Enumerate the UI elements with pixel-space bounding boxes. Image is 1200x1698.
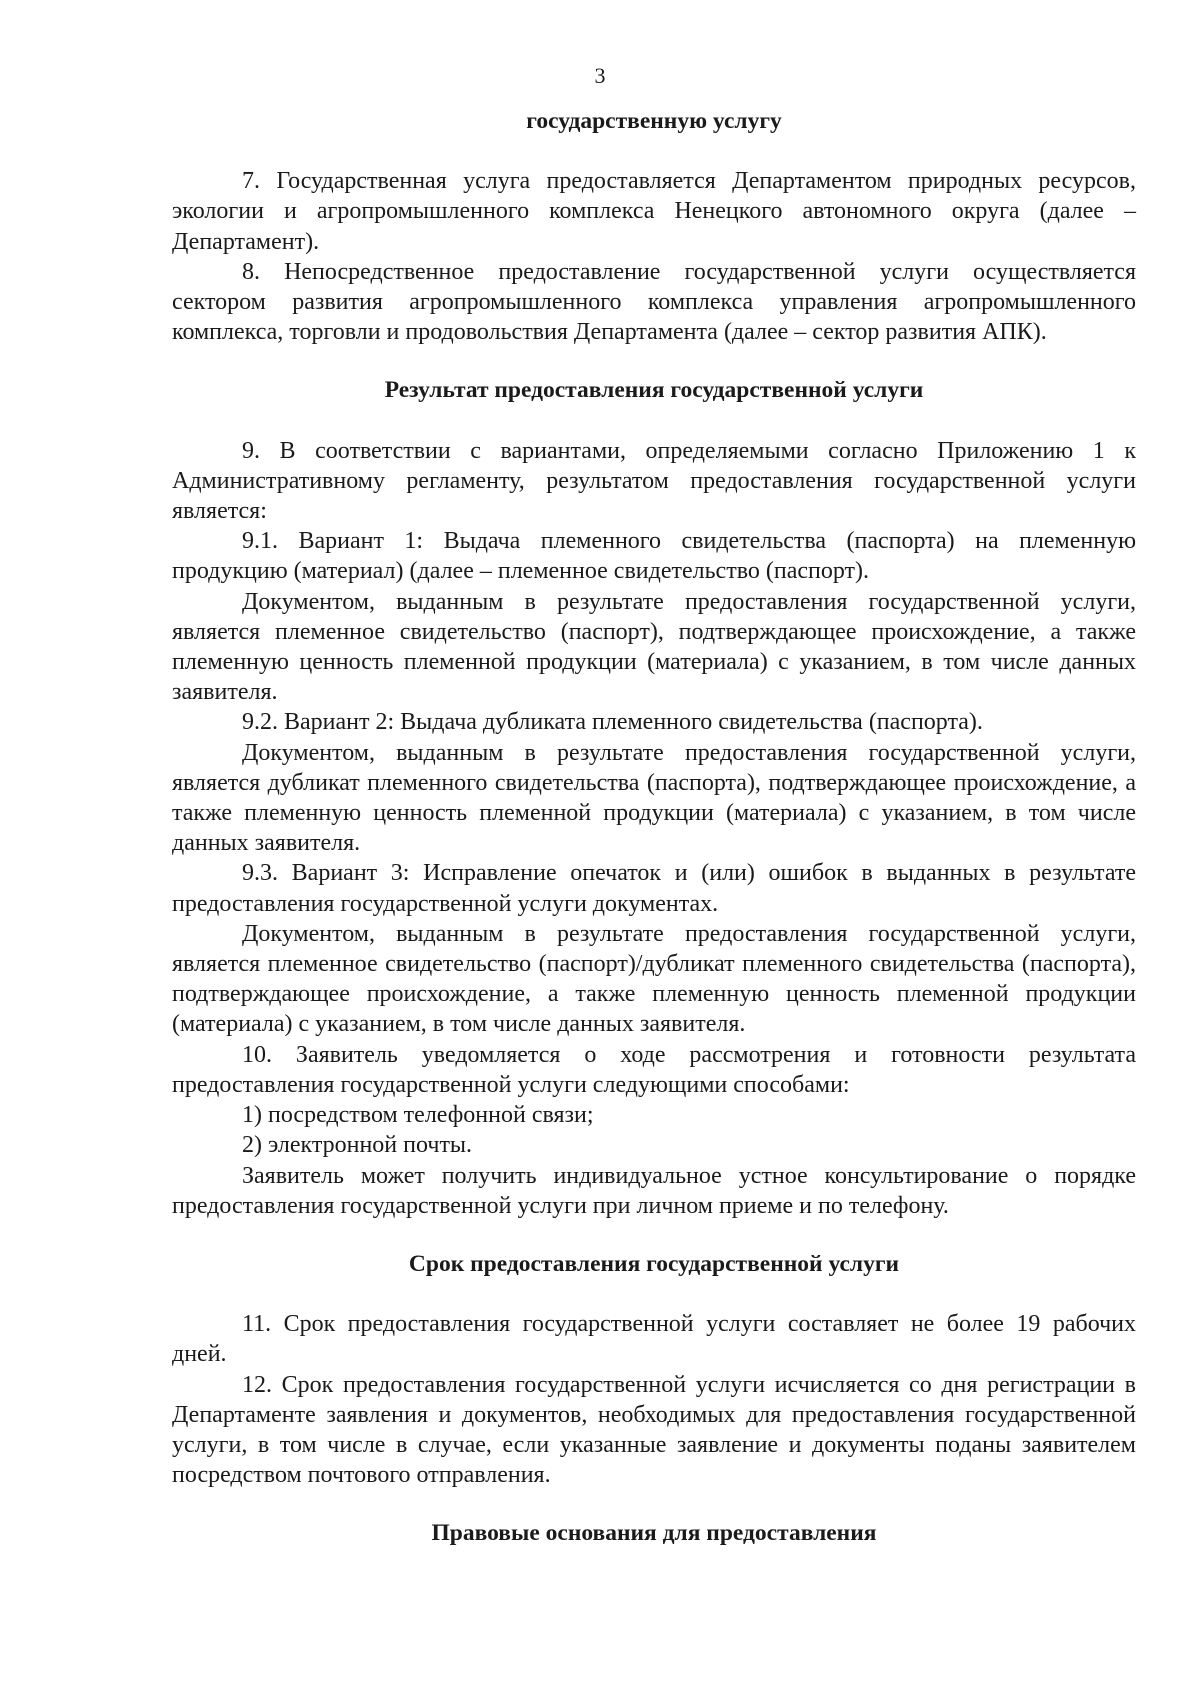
paragraph-9: 9. В соответствии с вариантами, определяемыми согласно Приложению 1 к Административному регламенту, результатом предоставления государственной услуги является: xyxy=(172,437,1136,525)
paragraph-9-1-document: Документом, выданным в результате предоставления государственной услуги, является племенное свидетельство (паспорт), подтверждающее происхождение, а также племенную ценность племенной продукции (материала) с указанием, в том числе данных заявителя. xyxy=(172,588,1136,706)
paragraph-9-2-document: Документом, выданным в результате предоставления государственной услуги, является дубликат племенного свидетельства (паспорта), подтверждающее происхождение, а также племенную ценность племенной продукции (материала) с указанием, в том числе данных заявителя. xyxy=(172,739,1136,857)
paragraph-9-2: 9.2. Вариант 2: Выдача дубликата племенного свидетельства (паспорта). xyxy=(242,709,983,736)
paragraph-9-3: 9.3. Вариант 3: Исправление опечаток и (или) ошибок в выданных в результате предоставления государственной услуги документах. xyxy=(172,860,1136,917)
section-heading-legal-basis: Правовые основания для предоставления xyxy=(431,1520,877,1547)
paragraph-9-1: 9.1. Вариант 1: Выдача племенного свидетельства (паспорта) на племенную продукцию (материал) (далее – племенное свидетельство (паспорт). xyxy=(172,528,1136,585)
paragraph-10-item-2: 2) электронной почты. xyxy=(242,1132,473,1159)
section-heading-result: Результат предоставления государственной услуги xyxy=(384,377,924,404)
paragraph-10: 10. Заявитель уведомляется о ходе рассмотрения и готовности результата предоставления государственной услуги следующими способами: xyxy=(172,1041,1136,1098)
paragraph-10-item-1: 1) посредством телефонной связи; xyxy=(242,1102,594,1129)
paragraph-7: 7. Государственная услуга предоставляется Департаментом природных ресурсов, экологии и агропромышленного комплекса Ненецкого автономного округа (далее – Департамент). xyxy=(172,168,1136,255)
paragraph-9-3-document: Документом, выданным в результате предоставления государственной услуги, является племенное свидетельство (паспорт)/дубликат племенного свидетельства (паспорта), подтверждающее происхождение, а также племенную ценность племенной продукции (материала) с указанием, в том числе данных заявителя. xyxy=(172,920,1136,1038)
paragraph-12: 12. Срок предоставления государственной услуги исчисляется со дня регистрации в Департаменте заявления и документов, необходимых для предоставления государственной услуги, в том числе в случае, если указанные заявление и документы поданы заявителем посредством почтового отправления. xyxy=(172,1371,1136,1489)
paragraph-8: 8. Непосредственное предоставление государственной услуги осуществляется сектором развития агропромышленного комплекса управления агропромышленного комплекса, торговли и продовольствия Департамента (далее – сектор развития АПК). xyxy=(172,258,1136,346)
page-number: 3 xyxy=(594,63,606,88)
paragraph-10-consultation: Заявитель может получить индивидуальное устное консультирование о порядке предоставления государственной услуги при личном приеме и по телефону. xyxy=(172,1162,1136,1219)
section-heading-term: Срок предоставления государственной услуги xyxy=(408,1250,900,1277)
paragraph-11: 11. Срок предоставления государственной услуги составляет не более 19 рабочих дней. xyxy=(172,1311,1136,1368)
continued-heading: государственную услугу xyxy=(526,108,782,134)
document-body xyxy=(172,106,1136,1549)
